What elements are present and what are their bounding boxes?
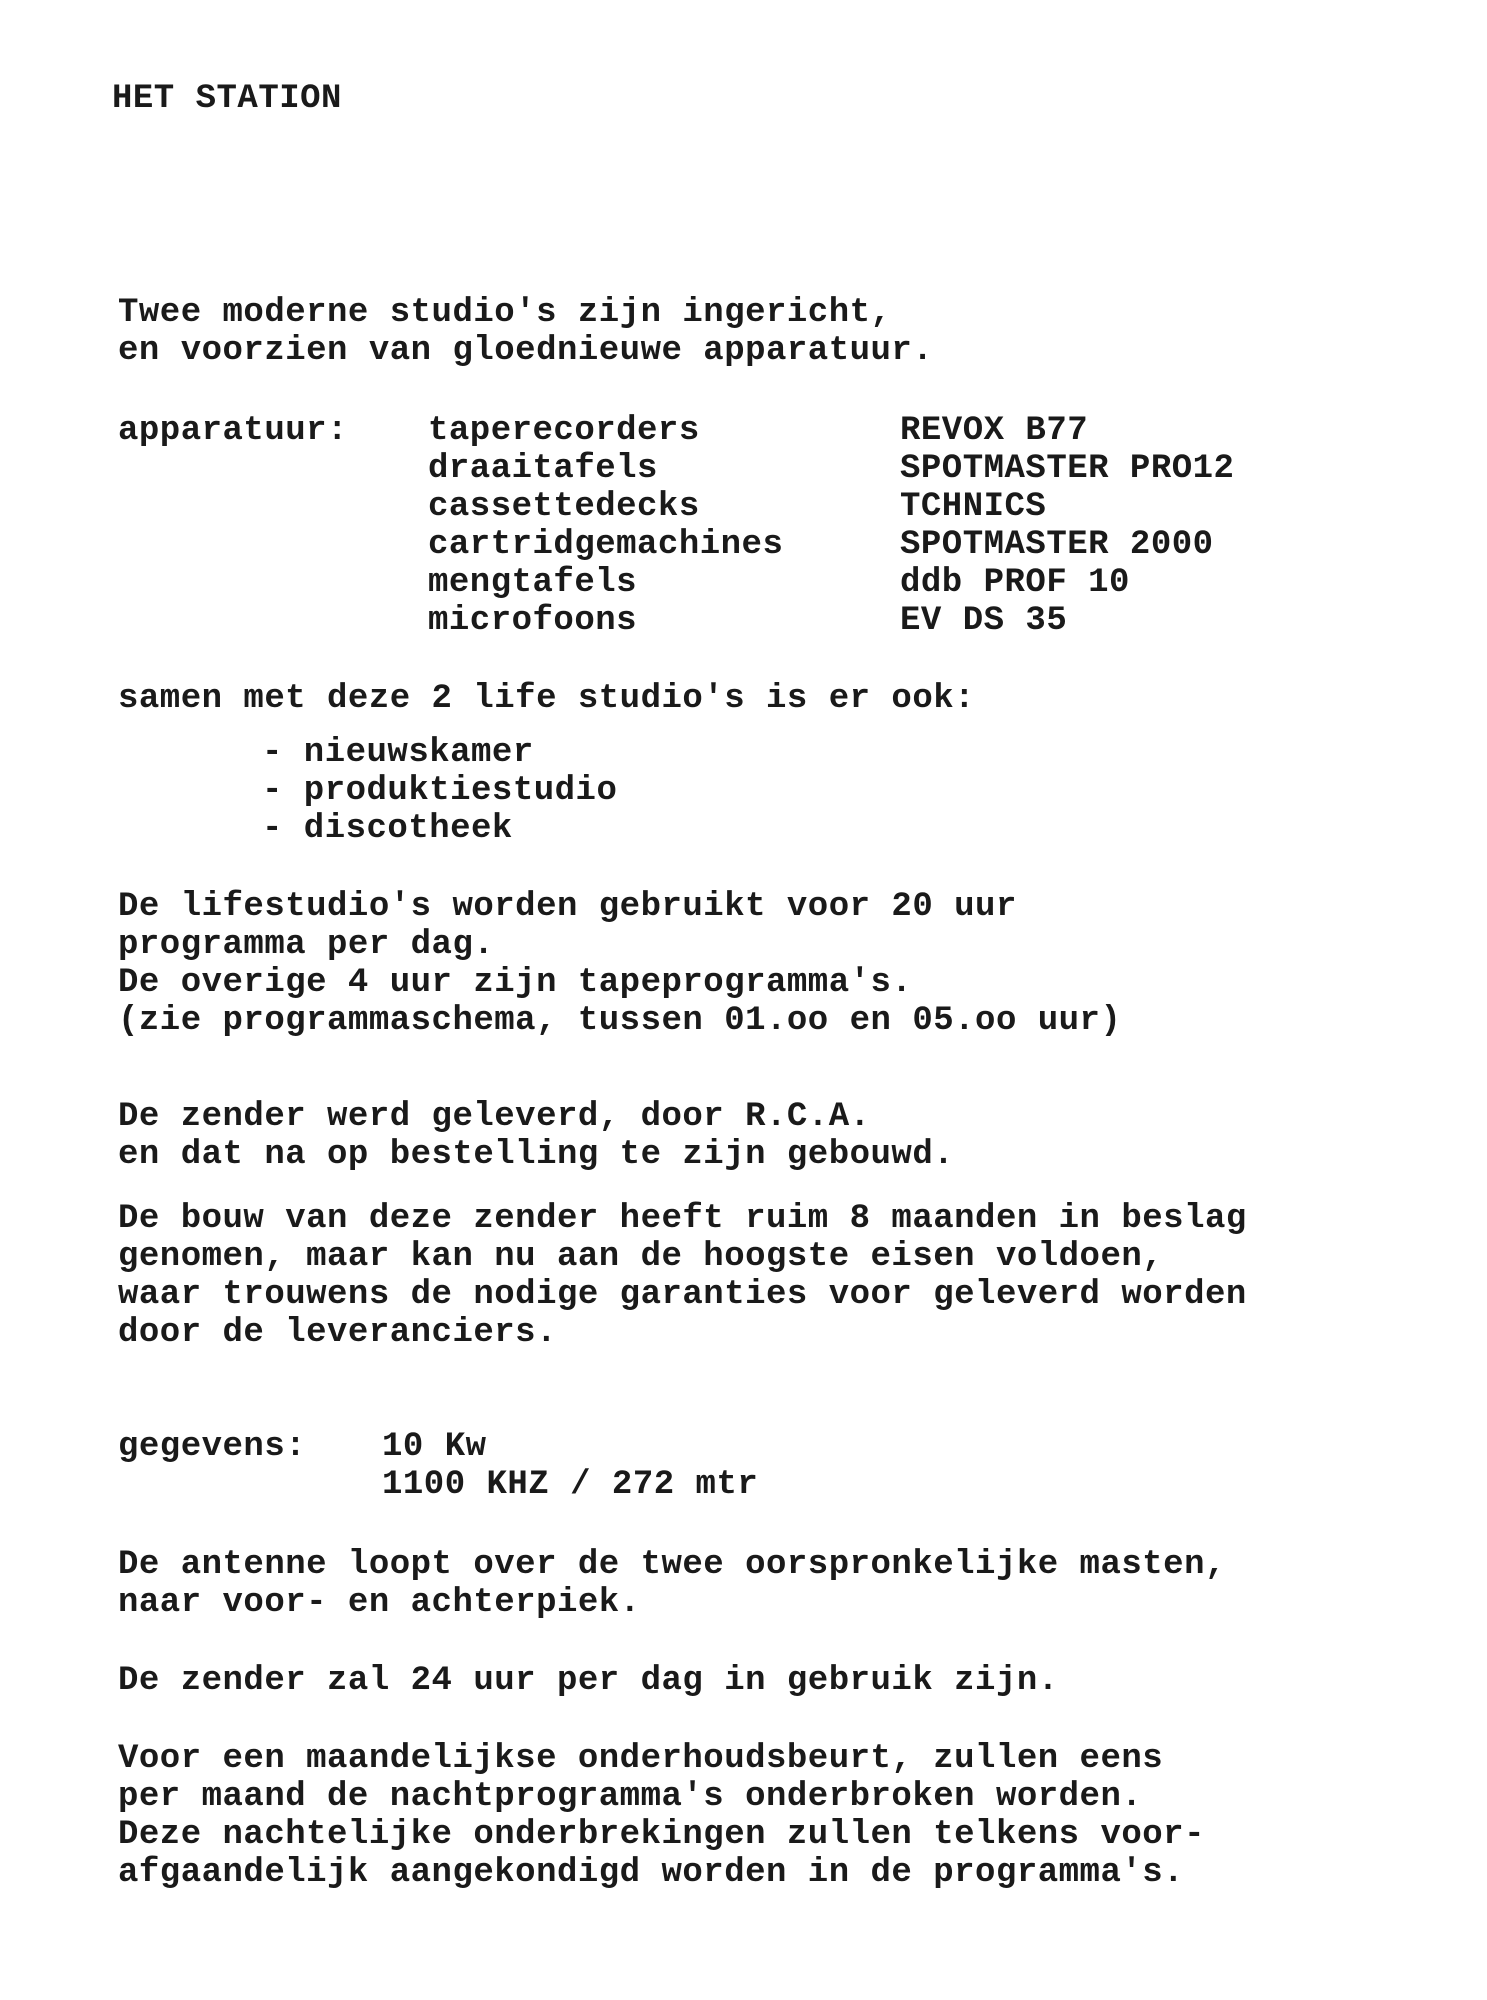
intro-line-1: Twee moderne studio's zijn ingericht,: [118, 294, 892, 332]
page-title: HET STATION: [112, 80, 342, 118]
equipment-name: draaitafels: [428, 450, 658, 488]
gegevens-label: gegevens:: [118, 1428, 307, 1466]
equipment-name: cartridgemachines: [428, 526, 784, 564]
studios-list-item: - produktiestudio: [262, 772, 618, 810]
equipment-name: taperecorders: [428, 412, 700, 450]
equipment-name: microfoons: [428, 602, 638, 640]
antenne-line: De antenne loopt over de twee oorspronkelijke masten,: [118, 1546, 1226, 1584]
bouw-line: waar trouwens de nodige garanties voor geleverd worden: [118, 1276, 1247, 1314]
bouw-line: De bouw van deze zender heeft ruim 8 maanden in beslag: [118, 1200, 1247, 1238]
gegevens-value: 1100 KHZ / 272 mtr: [382, 1466, 759, 1504]
equipment-brand: ddb PROF 10: [900, 564, 1130, 602]
zender-line: De zender werd geleverd, door R.C.A.: [118, 1098, 871, 1136]
studios-intro: samen met deze 2 life studio's is er ook:: [118, 680, 976, 718]
equipment-brand: SPOTMASTER PRO12: [900, 450, 1235, 488]
equipment-label: apparatuur:: [118, 412, 348, 450]
antenne-line: naar voor- en achterpiek.: [118, 1584, 641, 1622]
gegevens-value: 10 Kw: [382, 1428, 487, 1466]
lifestudio-line: De overige 4 uur zijn tapeprogramma's.: [118, 964, 913, 1002]
studios-list-item: - nieuwskamer: [262, 734, 534, 772]
bouw-line: door de leveranciers.: [118, 1314, 557, 1352]
lifestudio-line: (zie programmaschema, tussen 01.oo en 05.oo uur): [118, 1002, 1122, 1040]
equipment-brand: EV DS 35: [900, 602, 1068, 640]
equipment-brand: REVOX B77: [900, 412, 1089, 450]
equipment-brand: TCHNICS: [900, 488, 1047, 526]
lifestudio-line: De lifestudio's worden gebruikt voor 20 uur: [118, 888, 1017, 926]
onderhoud-line: Deze nachtelijke onderbrekingen zullen telkens voor-: [118, 1816, 1205, 1854]
zender-line: en dat na op bestelling te zijn gebouwd.: [118, 1136, 955, 1174]
bouw-line: genomen, maar kan nu aan de hoogste eisen voldoen,: [118, 1238, 1164, 1276]
lifestudio-line: programma per dag.: [118, 926, 495, 964]
equipment-name: cassettedecks: [428, 488, 700, 526]
equipment-brand: SPOTMASTER 2000: [900, 526, 1214, 564]
onderhoud-line: Voor een maandelijkse onderhoudsbeurt, zullen eens: [118, 1740, 1164, 1778]
onderhoud-line: afgaandelijk aangekondigd worden in de programma's.: [118, 1854, 1185, 1892]
studios-list-item: - discotheek: [262, 810, 513, 848]
onderhoud-line: per maand de nachtprogramma's onderbroken worden.: [118, 1778, 1143, 1816]
equipment-name: mengtafels: [428, 564, 638, 602]
gebruik-line: De zender zal 24 uur per dag in gebruik zijn.: [118, 1662, 1059, 1700]
intro-line-2: en voorzien van gloednieuwe apparatuur.: [118, 332, 934, 370]
